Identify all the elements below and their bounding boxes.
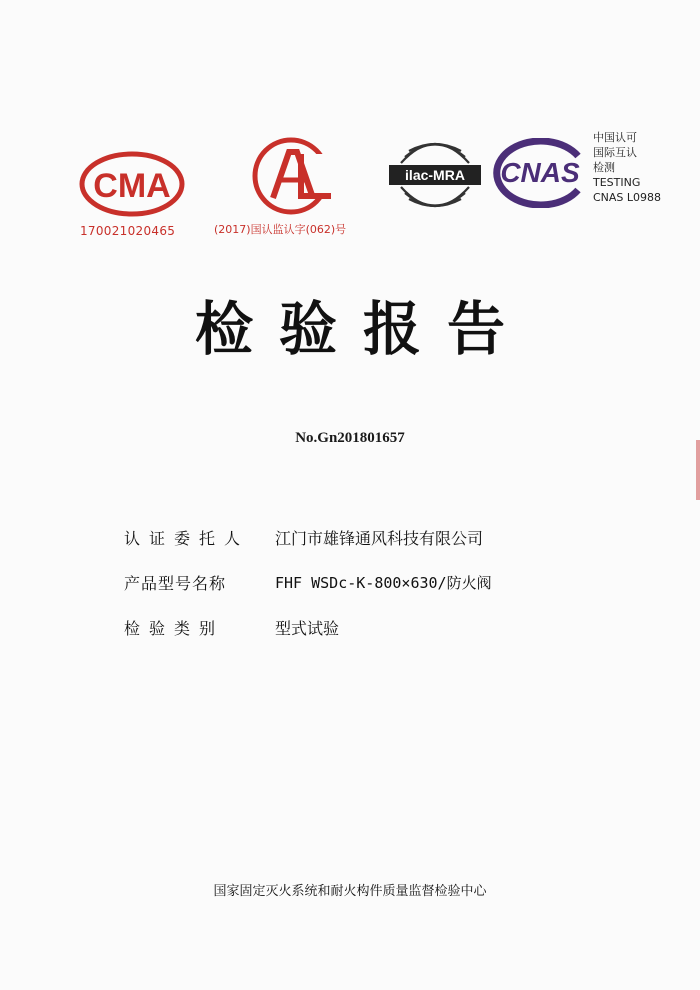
client-label: 认证委托人 bbox=[124, 528, 250, 548]
cal-logo bbox=[243, 134, 343, 216]
report-number: No.Gn201801657 bbox=[295, 430, 405, 446]
info-row-inspection-type bbox=[124, 614, 339, 640]
cnas-line: 中国认可 bbox=[593, 131, 637, 144]
inspection-type-value: 型式试验 bbox=[275, 618, 340, 638]
page-edge-mark bbox=[696, 440, 700, 500]
cnas-logo-text: CNAS bbox=[500, 157, 580, 188]
cma-code: 170021020465 bbox=[80, 224, 176, 238]
issuing-organization: 国家固定灭火系统和耐火构件质量监督检验中心 bbox=[213, 884, 487, 899]
inspection-type-label: 检验类别 bbox=[124, 618, 225, 638]
product-value: FHF WSDc-K-800×630/防火阀 bbox=[275, 573, 492, 592]
info-row-client bbox=[124, 524, 483, 550]
cnas-line: 检测 bbox=[593, 161, 615, 174]
ilac-mra-logo bbox=[385, 127, 485, 223]
ilac-logo-text: ilac-MRA bbox=[405, 167, 465, 183]
cnas-line: 国际互认 bbox=[593, 146, 637, 159]
info-row-product bbox=[124, 569, 492, 595]
document-title: 检验报告 bbox=[194, 295, 531, 363]
cnas-line: CNAS L0988 bbox=[593, 191, 662, 204]
cal-code: (2017)国认监认字(062)号 bbox=[214, 223, 347, 236]
cnas-line: TESTING bbox=[593, 176, 641, 189]
product-label: 产品型号名称 bbox=[124, 573, 227, 593]
cma-logo bbox=[78, 150, 186, 218]
cnas-logo bbox=[486, 138, 590, 208]
cma-logo-text: CMA bbox=[93, 167, 171, 205]
cnas-accreditation-text bbox=[593, 130, 661, 205]
client-value: 江门市雄锋通风科技有限公司 bbox=[275, 528, 484, 548]
